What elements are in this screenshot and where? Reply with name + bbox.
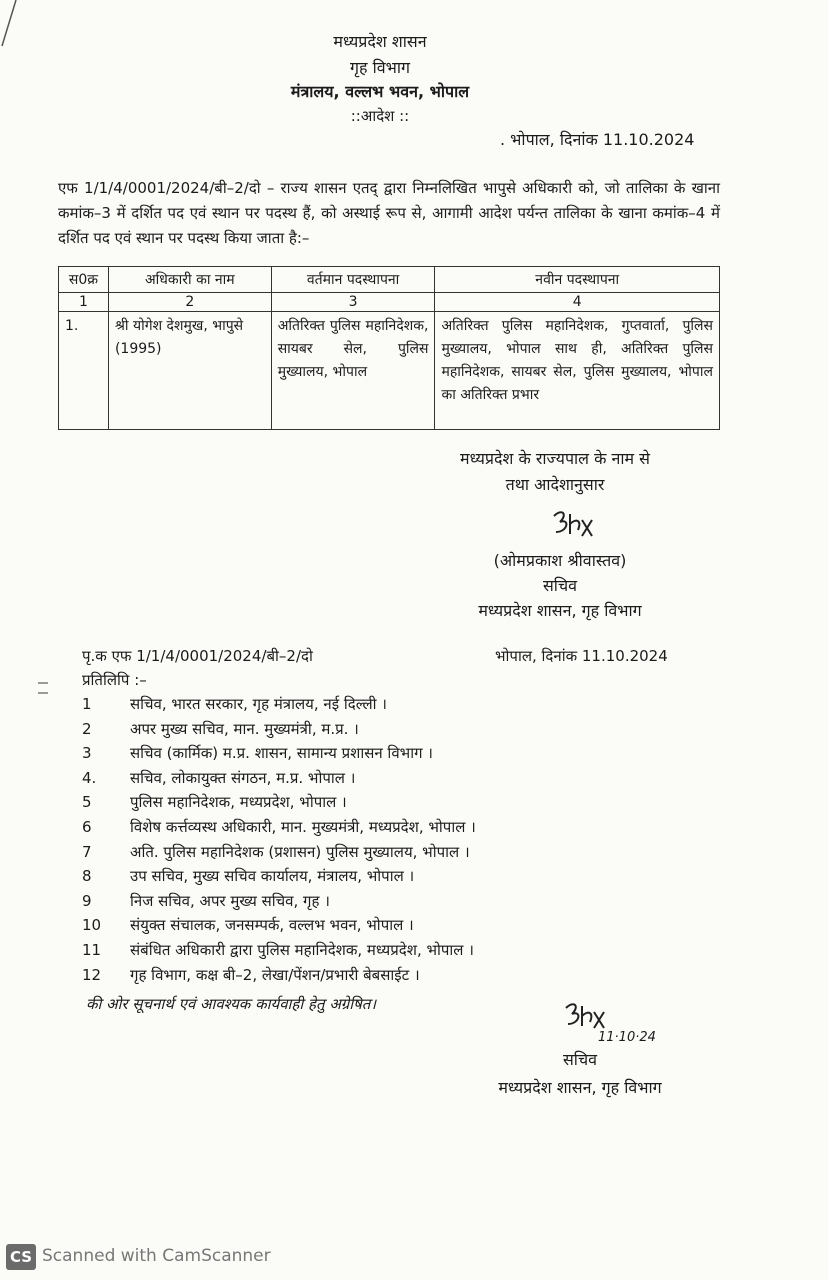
copy-label: प्रतिलिपि :– [82, 671, 147, 689]
col-header-sno: स0क्र [59, 267, 109, 293]
list-item: 9 निज सचिव, अपर मुख्य सचिव, गृह । [82, 891, 330, 910]
forward-note: की ओर सूचनार्थ एवं आवश्यक कार्यवाही हेतु अग्रेषित। [86, 995, 377, 1013]
camscanner-watermark: Scanned with CamScanner [42, 1246, 271, 1266]
order-date: . भोपाल, दिनांक 11.10.2024 [500, 130, 695, 149]
list-item: 1 सचिव, भारत सरकार, गृह मंत्रालय, नई दिल्ली । [82, 695, 387, 713]
signature-mark-2 [560, 998, 610, 1034]
header-government: मध्यप्रदेश शासन [333, 32, 427, 51]
header-department: गृह विभाग [349, 58, 411, 77]
reference-number: पृ.क एफ 1/1/4/0001/2024/बी–2/दो [82, 647, 313, 665]
handwritten-date: 11·10·24 [598, 1030, 656, 1045]
margin-mark [38, 682, 48, 694]
table-header-row [59, 267, 720, 293]
col-number: 3 [271, 293, 435, 312]
cell-current-posting: अतिरिक्त पुलिस महानिदेशक, सायबर सेल, पुलिस मुख्यालय, भोपाल [271, 312, 435, 430]
col-number: 1 [59, 293, 109, 312]
cell-officer-name: श्री योगेश देशमुख, भापुसे (1995) [108, 312, 271, 430]
by-order-line: तथा आदेशानुसार [505, 475, 605, 494]
signatory-department: मध्यप्रदेश शासन, गृह विभाग [498, 1078, 662, 1097]
header-address: मंत्रालय, वल्लभ भवन, भोपाल [290, 82, 470, 101]
cell-new-posting: अतिरिक्त पुलिस महानिदेशक, गुप्तवार्ता, पुलिस मुख्यालय, भोपाल साथ ही, अतिरिक्त पुलिस महानिदेशक, सायबर सेल, पुलिस मुख्यालय, भोपाल का अतिरिक्त प्रभार [435, 312, 720, 430]
governor-order-line [420, 446, 690, 498]
signatory-block-2 [470, 1046, 690, 1102]
list-item: 2 अपर मुख्य सचिव, मान. मुख्यमंत्री, म.प्र. । [82, 719, 359, 738]
cell-sno: 1. [59, 312, 109, 430]
col-header-name: अधिकारी का नाम [108, 267, 271, 293]
list-item: 7 अति. पुलिस महानिदेशक (प्रशासन) पुलिस मुख्यालय, भोपाल । [82, 842, 470, 861]
column-number-row [59, 293, 720, 312]
list-item: 5 पुलिस महानिदेशक, मध्यप्रदेश, भोपाल । [82, 793, 347, 812]
posting-table [58, 266, 720, 430]
list-item: 4. सचिव, लोकायुक्त संगठन, म.प्र. भोपाल । [82, 768, 356, 787]
signatory-block-1 [440, 548, 680, 623]
list-item: 12 गृह विभाग, कक्ष बी–2, लेखा/पेंशन/प्रभारी बेबसाईट । [82, 965, 420, 984]
copy-list [82, 692, 702, 987]
list-item: 11 संबंधित अधिकारी द्वारा पुलिस महानिदेशक, मध्यप्रदेश, भोपाल । [82, 940, 474, 959]
list-item: 3 सचिव (कार्मिक) म.प्र. शासन, सामान्य प्रशासन विभाग । [82, 744, 433, 763]
signatory-name: (ओमप्रकाश श्रीवास्तव) [493, 551, 627, 570]
col-header-new: नवीन पदस्थापना [435, 267, 720, 293]
camscanner-logo-icon: CS [6, 1244, 36, 1270]
col-number: 4 [435, 293, 720, 312]
table-row [59, 312, 720, 430]
signature-mark-1 [548, 506, 598, 542]
col-header-current: वर्तमान पदस्थापना [271, 267, 435, 293]
signatory-designation: सचिव [562, 1050, 598, 1069]
list-item: 6 विशेष कर्त्तव्यस्थ अधिकारी, मान. मुख्यमंत्री, मध्यप्रदेश, भोपाल । [82, 817, 476, 836]
order-body-text: एफ 1/1/4/0001/2024/बी–2/दो – राज्य शासन एतद् द्वारा निम्नलिखित भापुसे अधिकारी को, जो तालिका के खाना कमांक–3 में दर्शित पद एवं स्थान पर पदस्थ हैं, को अस्थाई रूप से, आगामी आदेश पर्यन्त तालिका के खाना कमांक–4 में दर्शित पद एवं स्थान पर पदस्थ किया जाता है:– [58, 179, 720, 247]
signatory-department: मध्यप्रदेश शासन, गृह विभाग [478, 601, 642, 620]
header-order-title: ::आदेश :: [350, 107, 410, 125]
reference-date: भोपाल, दिनांक 11.10.2024 [495, 647, 668, 665]
signatory-designation: सचिव [542, 576, 578, 595]
col-number: 2 [108, 293, 271, 312]
governor-name-line: मध्यप्रदेश के राज्यपाल के नाम से [460, 449, 650, 468]
list-item: 8 उप सचिव, मुख्य सचिव कार्यालय, मंत्रालय, भोपाल । [82, 867, 415, 886]
list-item: 10 संयुक्त संचालक, जनसम्पर्क, वल्लभ भवन, भोपाल । [82, 916, 414, 935]
